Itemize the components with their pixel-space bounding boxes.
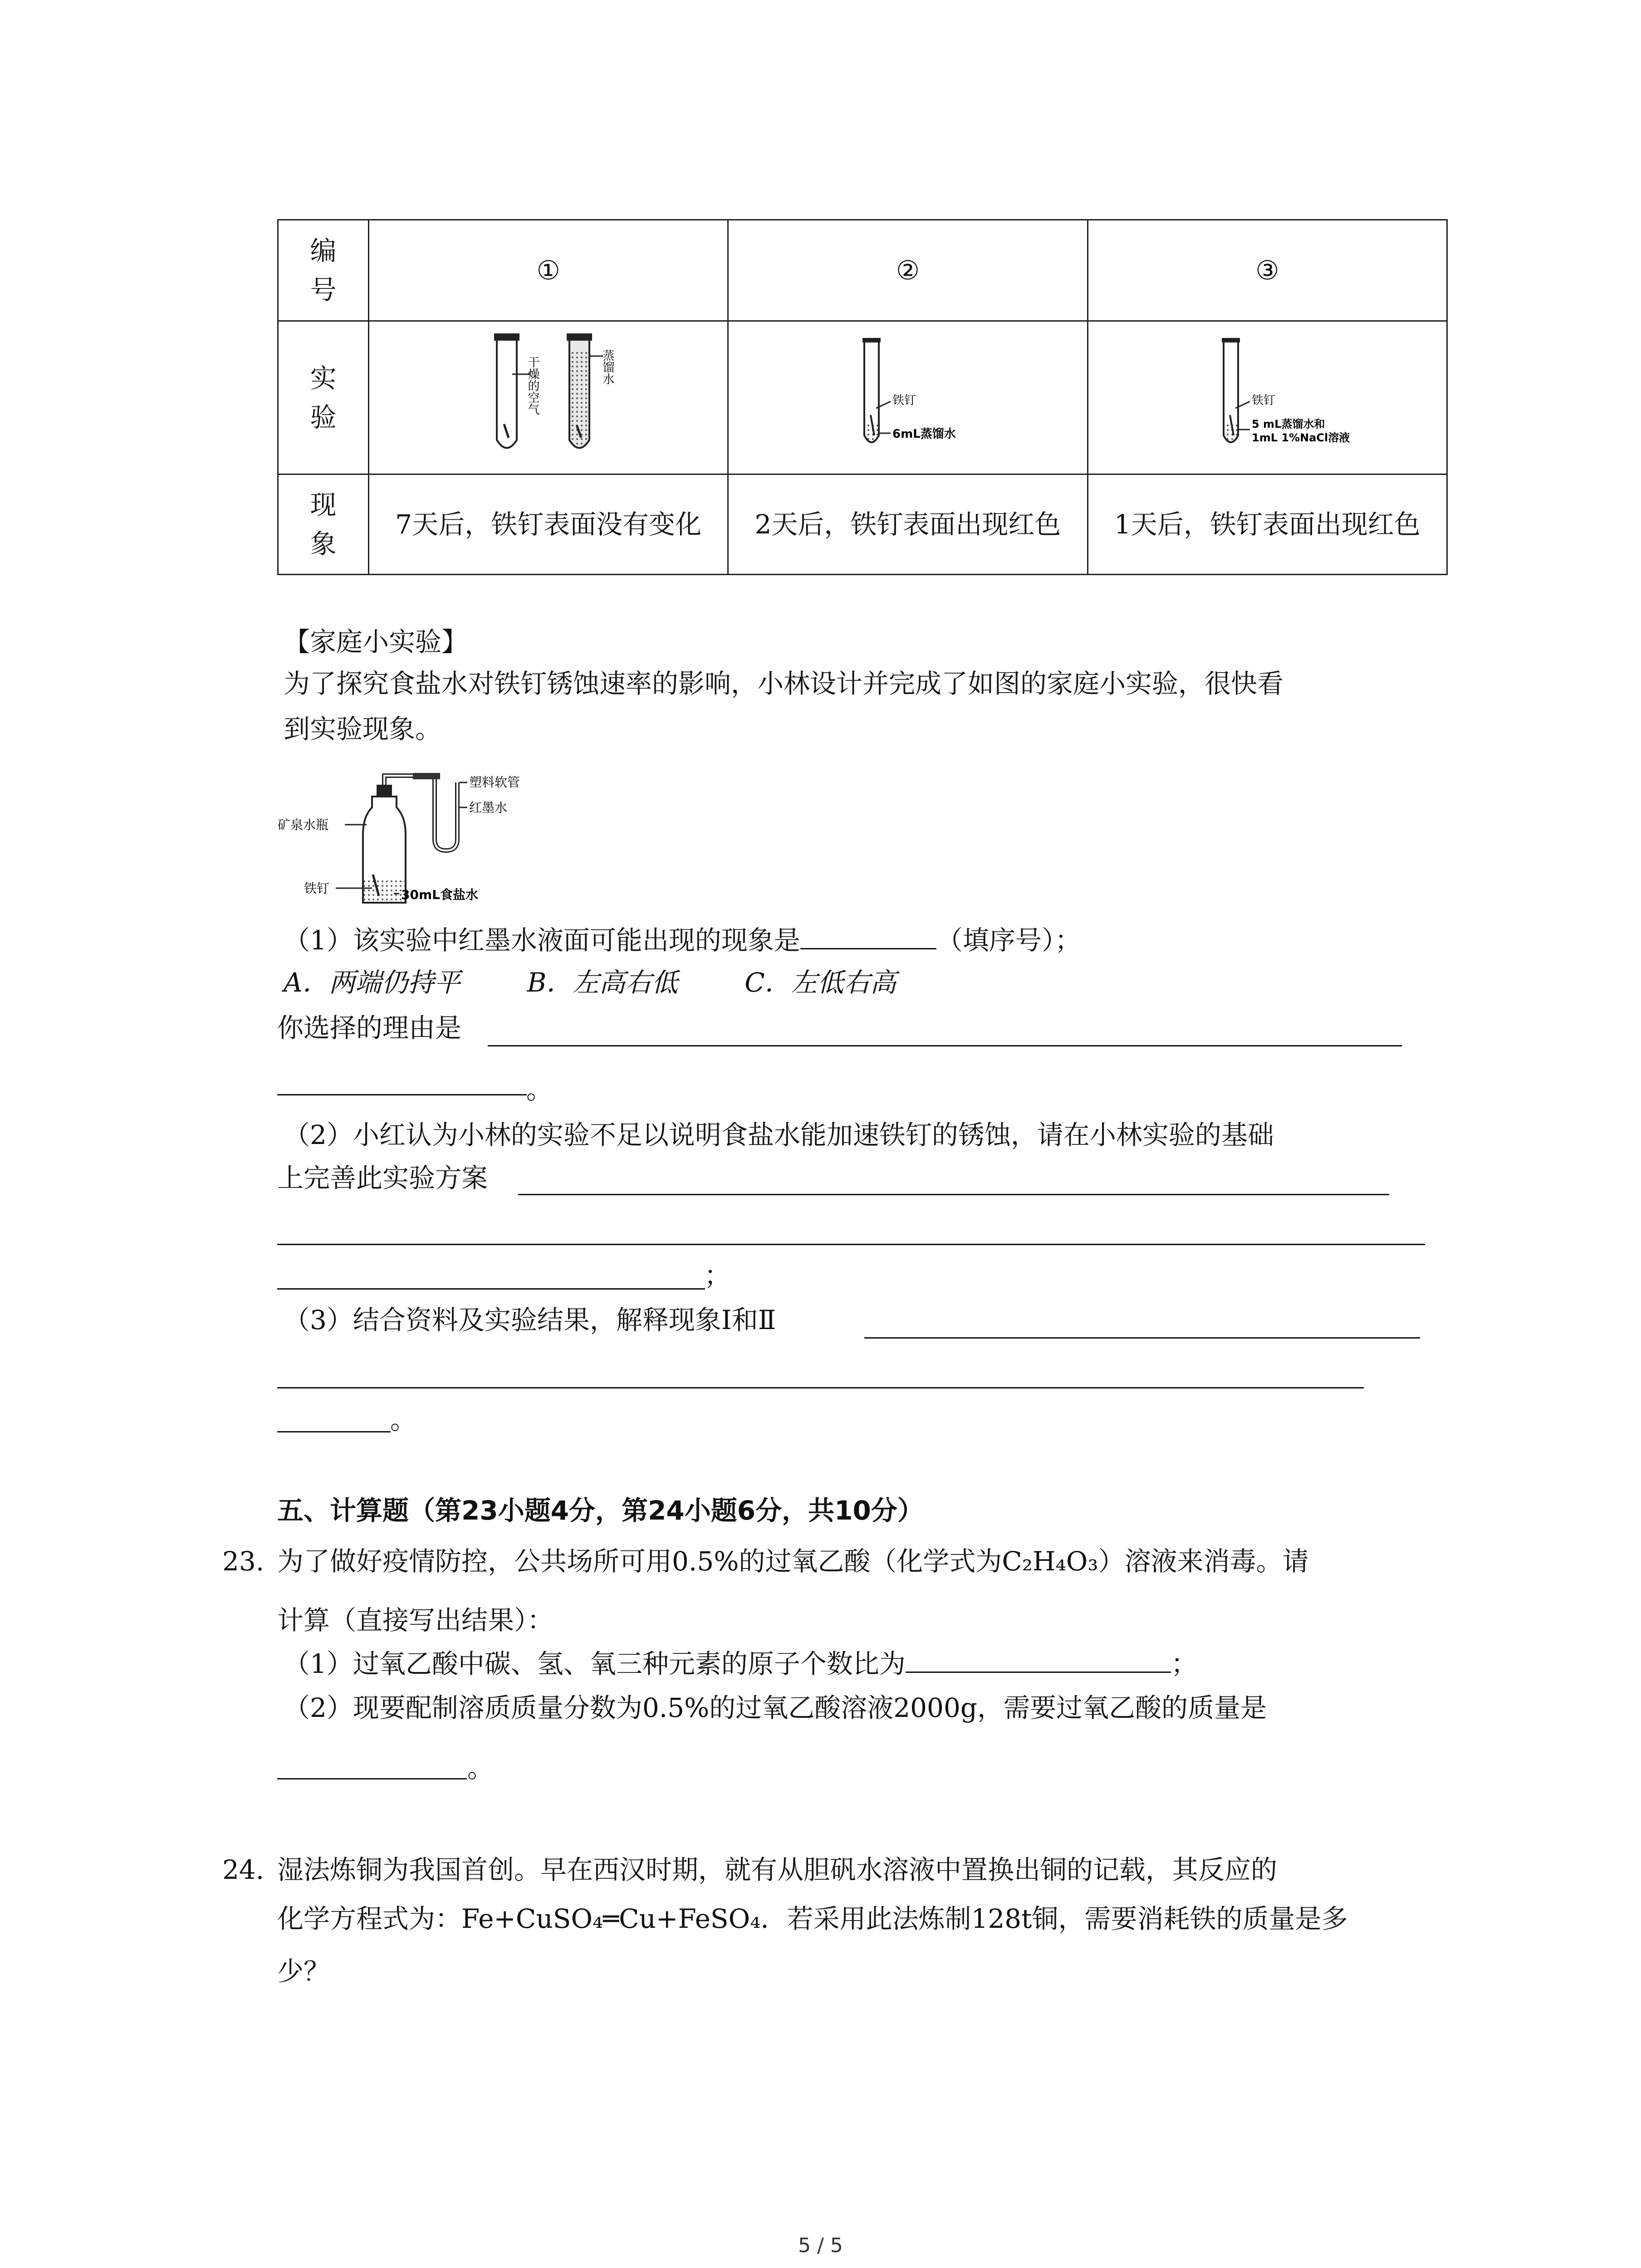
label-dry-air: 干燥的空气 [525, 356, 539, 415]
answer-line-reason-2[interactable] [277, 1094, 527, 1095]
page-number: 5 / 5 [798, 2234, 843, 2257]
cell-number-2: ② [728, 220, 1087, 321]
answer-blank-1[interactable] [800, 921, 936, 949]
cell-phenomenon-2: 2天后，铁钉表面出现红色 [728, 474, 1087, 575]
test-tube-figure-2 [813, 324, 1003, 460]
q24-line-3: 少？ [277, 1956, 330, 1987]
q23-period: 。 [467, 1753, 494, 1784]
row-header-number: 编号 [278, 220, 369, 321]
answer-blank-q23-1[interactable] [906, 1644, 1171, 1673]
q23-number: 23. [222, 1546, 265, 1577]
section-5-title: 五、计算题（第23小题4分，第24小题6分，共10分） [277, 1495, 924, 1526]
row-header-experiment: 实验 [278, 321, 369, 474]
answer-line-q2-1[interactable] [518, 1194, 1389, 1195]
cell-phenomenon-1: 7天后，铁钉表面没有变化 [369, 474, 728, 575]
question-3: （3）结合资料及实验结果，解释现象Ⅰ和Ⅱ [284, 1305, 776, 1335]
test-tubes-figure-1 [458, 324, 639, 460]
cell-experiment-1 [369, 321, 728, 474]
question-1-text: （1）该实验中红墨水液面可能出现的现象是 [284, 925, 800, 956]
experiment-table [277, 219, 1448, 575]
intro-line-2: 到实验现象。 [284, 714, 442, 744]
answer-line-q3-3[interactable] [277, 1431, 391, 1432]
test-tube-figure-3 [1172, 324, 1362, 460]
q24-line-1: 湿法炼铜为我国首创。早在西汉时期，就有从胆矾水溶液中置换出铜的记载，其反应的 [277, 1854, 1278, 1885]
label-nail-3: 铁钉 [1252, 394, 1276, 407]
home-experiment-heading: 【家庭小实验】 [284, 626, 468, 657]
question-1 [284, 921, 1081, 958]
option-c: C．左低右高 [745, 967, 896, 998]
q24-number: 24. [222, 1854, 265, 1885]
cell-number-3: ③ [1087, 220, 1447, 321]
label-nail: 铁钉 [304, 881, 330, 896]
label-red-ink: 红墨水 [469, 800, 508, 815]
answer-line-reason-1[interactable] [488, 1045, 1402, 1046]
label-mixed-liquid-1: 5 mL蒸馏水和 [1252, 418, 1325, 430]
option-b: B．左高右低 [527, 967, 678, 998]
q2-semicolon: ； [704, 1260, 731, 1291]
question-1-tail: （填序号）； [936, 925, 1081, 956]
answer-line-q2-2[interactable] [277, 1244, 1425, 1245]
table-row [278, 321, 1447, 474]
table-row [278, 474, 1447, 575]
cell-number-1: ① [369, 220, 728, 321]
question-2-line-1: （2）小红认为小林的实验不足以说明食盐水能加速铁钉的锈蚀，请在小林实验的基础 [284, 1119, 1274, 1150]
q3-period: 。 [390, 1404, 417, 1435]
answer-line-q2-3[interactable] [277, 1288, 705, 1290]
q23-part-1 [284, 1644, 1197, 1682]
answer-line-q3-1[interactable] [864, 1337, 1420, 1339]
table-row [278, 220, 1447, 321]
q23-line-2: 计算（直接写出结果）： [277, 1605, 554, 1636]
home-experiment-figure [277, 758, 576, 912]
answer-line-q3-2[interactable] [277, 1387, 1364, 1388]
q23-part-2: （2）现要配制溶质质量分数为0.5%的过氧乙酸溶液2000g，需要过氧乙酸的质量是 [284, 1692, 1267, 1723]
label-saltwater: 30mL食盐水 [401, 887, 478, 902]
option-a: A．两端仍持平 [284, 967, 460, 998]
q24-line-2: 化学方程式为：Fe+CuSO₄═Cu+FeSO₄．若采用此法炼制128t铜，需要消耗铁的质量是多 [277, 1903, 1348, 1934]
question-2-line-2: 上完善此实验方案 [277, 1163, 488, 1193]
cell-experiment-2 [728, 321, 1087, 474]
q23-part-1-text: （1）过氧乙酸中碳、氢、氧三种元素的原子个数比为 [284, 1648, 906, 1679]
reason-label: 你选择的理由是 [277, 1012, 462, 1043]
intro-line-1: 为了探究食盐水对铁钉锈蚀速率的影响，小林设计并完成了如图的家庭小实验，很快看 [284, 668, 1284, 699]
label-nail-2: 铁钉 [892, 394, 916, 407]
label-bottle: 矿泉水瓶 [278, 817, 329, 832]
q23-line-1: 为了做好疫情防控，公共场所可用0.5%的过氧乙酸（化学式为C₂H₄O₃）溶液来消毒。请 [277, 1546, 1309, 1577]
cell-experiment-3 [1087, 321, 1447, 474]
label-distilled-water: 蒸馏水 [600, 349, 614, 385]
answer-line-q23-2[interactable] [277, 1778, 467, 1779]
q23-semicolon: ； [1171, 1648, 1197, 1679]
reason-period: 。 [526, 1074, 553, 1105]
options-row [284, 964, 896, 1001]
label-mixed-liquid-2: 1mL 1%NaCl溶液 [1252, 431, 1350, 444]
label-plastic-tube: 塑料软管 [469, 775, 520, 790]
row-header-phenomenon: 现象 [278, 474, 369, 575]
cell-phenomenon-3: 1天后，铁钉表面出现红色 [1087, 474, 1447, 575]
label-6ml-water: 6mL蒸馏水 [892, 427, 956, 441]
